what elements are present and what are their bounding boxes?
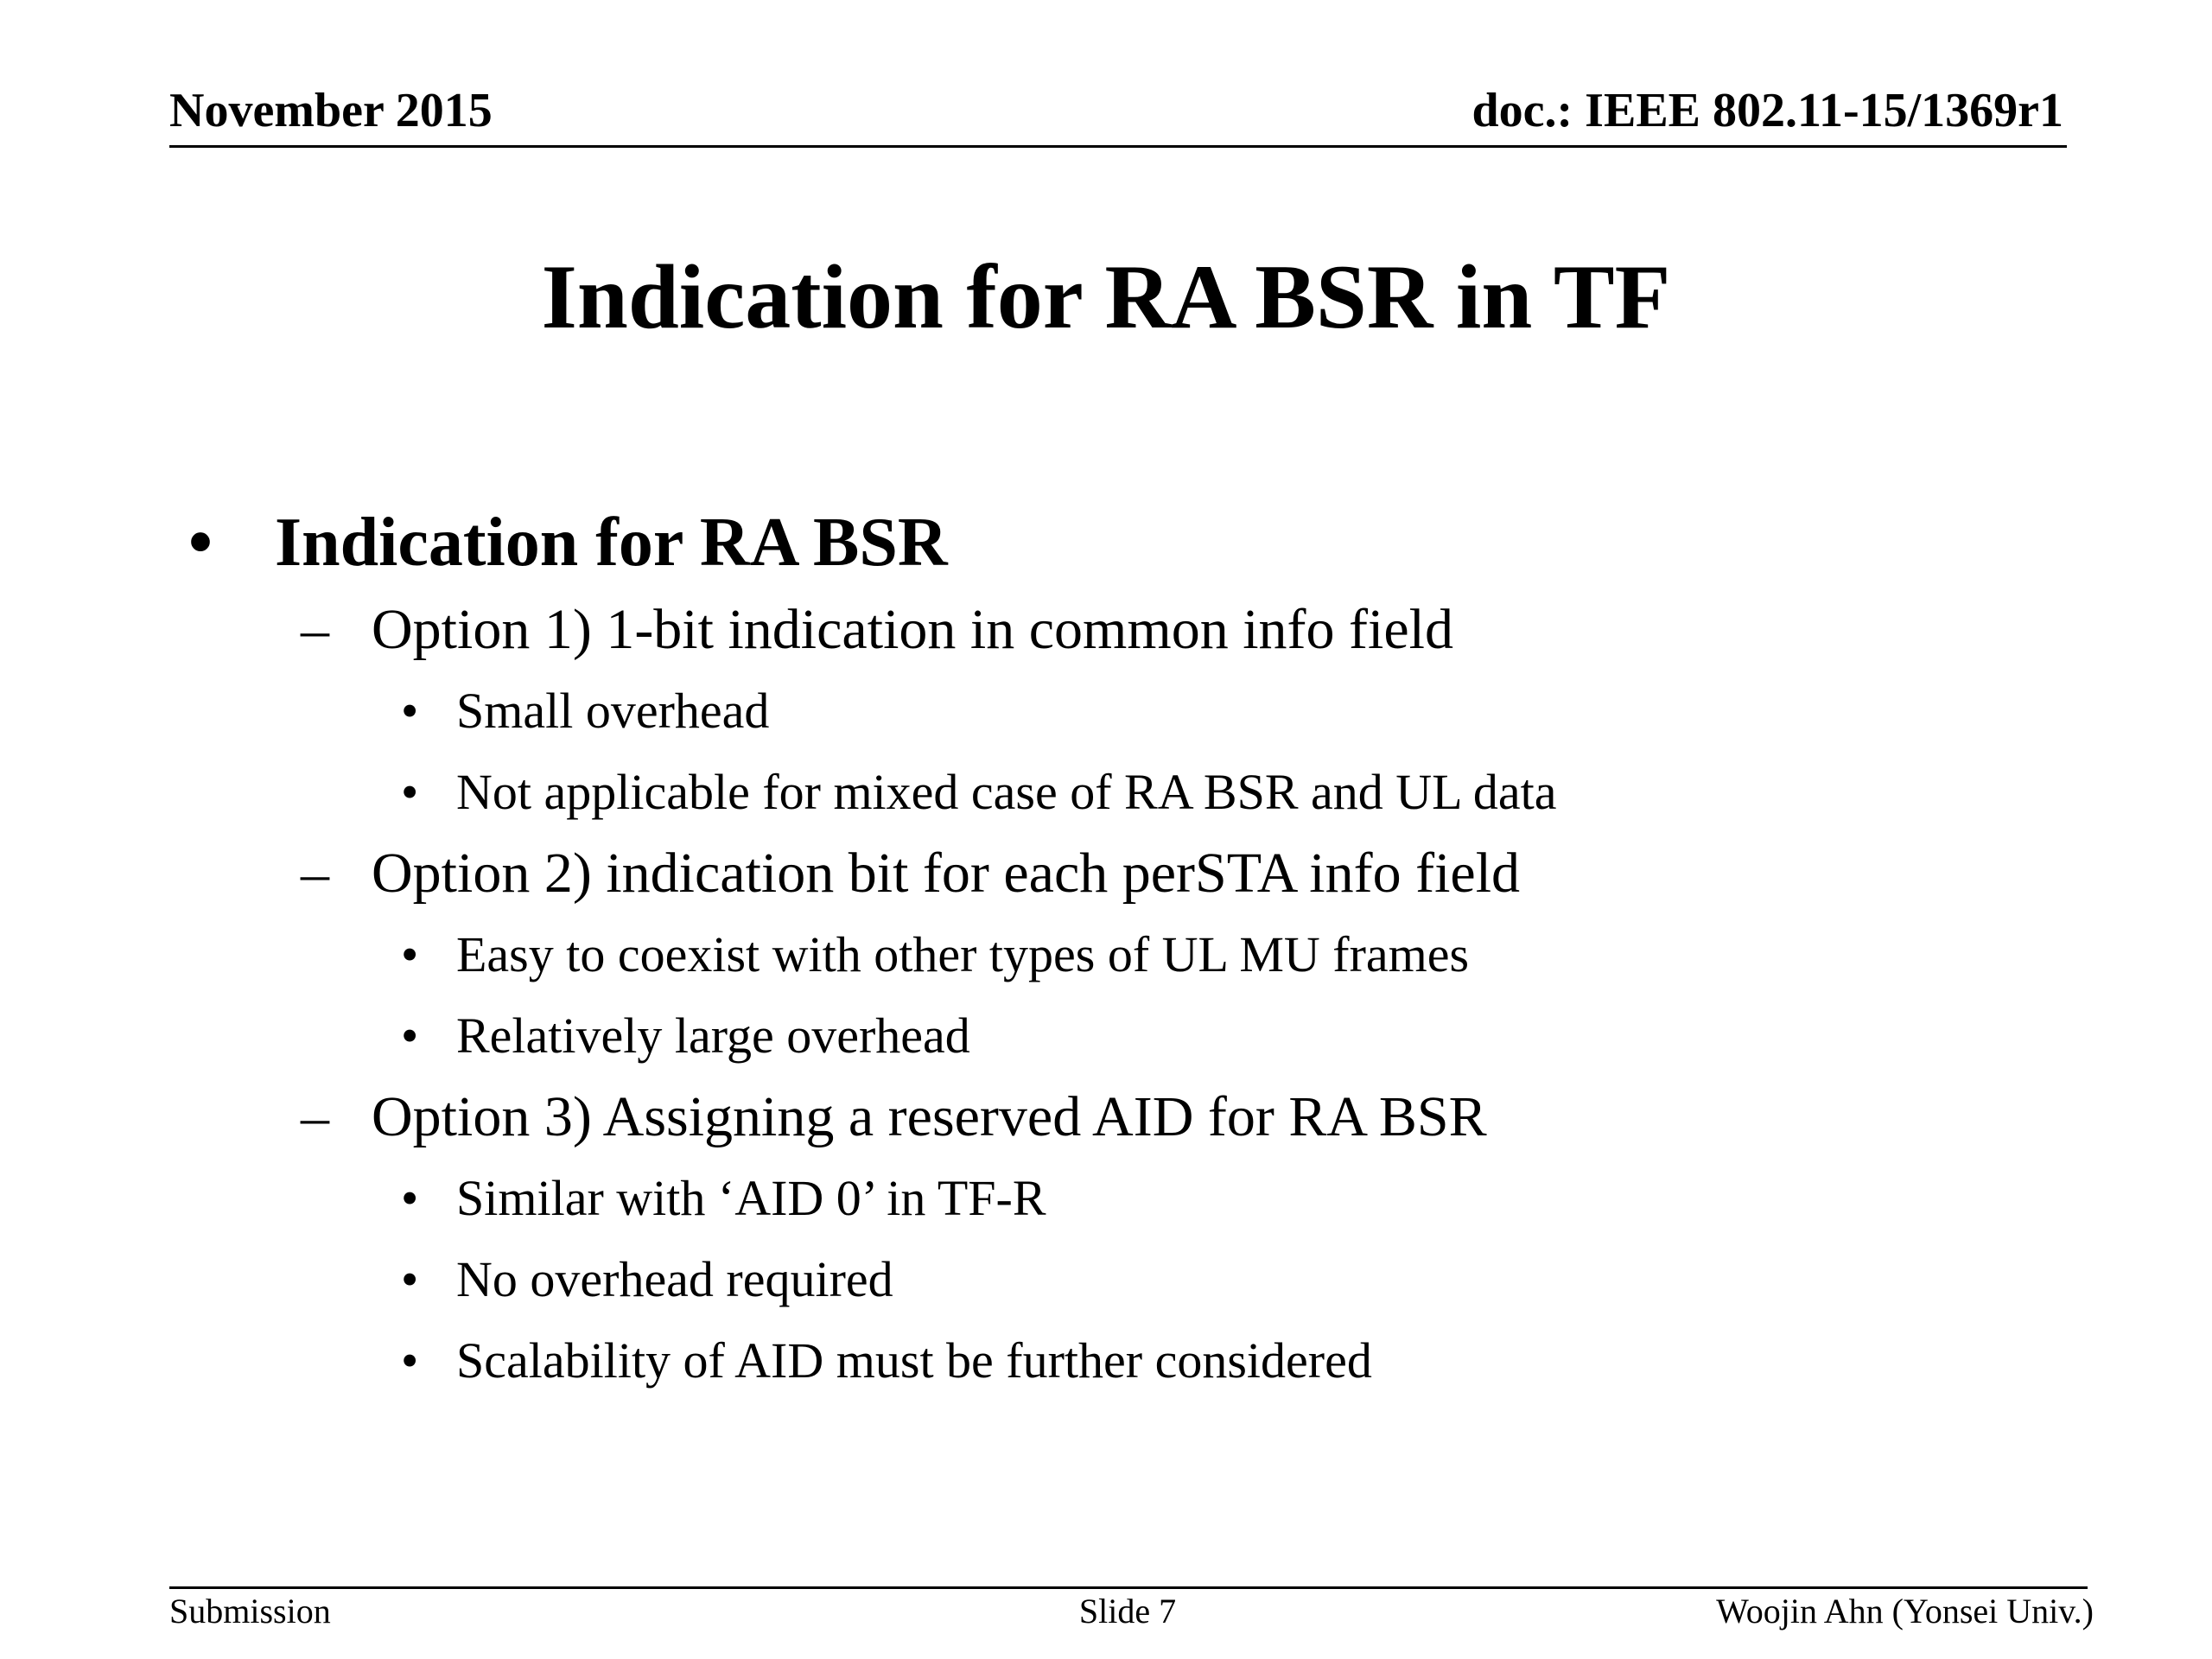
header-doc-id: doc.: IEEE 802.11-15/1369r1 <box>1471 84 2063 137</box>
option-2-point-1 <box>169 914 2070 995</box>
option-point-text: Relatively large overhead <box>456 1007 970 1064</box>
slide-body <box>169 501 2070 1402</box>
option-1 <box>169 589 2070 671</box>
option-3-label: Option 3) Assigning a reserved AID for RA BSR <box>372 1085 1487 1148</box>
bullet-marker: • <box>401 1170 419 1226</box>
footer-author: Woojin Ahn (Yonsei Univ.) <box>1716 1592 2094 1630</box>
footer-slide-number: Slide 7 <box>1078 1592 1177 1630</box>
dash-marker: – <box>301 842 329 905</box>
option-1-point-1 <box>169 671 2070 752</box>
header-date: November 2015 <box>169 84 493 137</box>
option-3-point-1 <box>169 1158 2070 1239</box>
option-1-point-2 <box>169 752 2070 833</box>
option-point-text: Easy to coexist with other types of UL MU frames <box>456 926 1470 982</box>
footer-divider <box>169 1586 2088 1589</box>
header-divider <box>169 145 2067 148</box>
main-bullet <box>169 501 2070 584</box>
bullet-marker: • <box>401 1332 419 1389</box>
option-2-point-2 <box>169 995 2070 1077</box>
option-point-text: No overhead required <box>456 1251 893 1307</box>
bullet-marker: • <box>401 926 419 982</box>
option-1-label: Option 1) 1-bit indication in common info field <box>372 598 1453 661</box>
main-bullet-text: Indication for RA BSR <box>275 505 948 581</box>
option-3-point-3 <box>169 1320 2070 1402</box>
option-2 <box>169 833 2070 914</box>
slide-title: Indication for RA BSR in TF <box>541 246 1671 347</box>
option-point-text: Small overhead <box>456 683 770 739</box>
bullet-marker: • <box>401 683 419 739</box>
option-point-text: Not applicable for mixed case of RA BSR and UL data <box>456 764 1557 820</box>
bullet-marker: • <box>188 505 213 581</box>
option-2-label: Option 2) indication bit for each perSTA info field <box>372 842 1521 905</box>
option-point-text: Scalability of AID must be further considered <box>456 1332 1372 1389</box>
option-point-text: Similar with ‘AID 0’ in TF-R <box>456 1170 1046 1226</box>
dash-marker: – <box>301 1085 329 1148</box>
bullet-marker: • <box>401 1251 419 1307</box>
option-3 <box>169 1077 2070 1158</box>
footer-submission: Submission <box>169 1592 331 1630</box>
bullet-marker: • <box>401 1007 419 1064</box>
option-3-point-2 <box>169 1239 2070 1320</box>
dash-marker: – <box>301 598 329 661</box>
bullet-marker: • <box>401 764 419 820</box>
